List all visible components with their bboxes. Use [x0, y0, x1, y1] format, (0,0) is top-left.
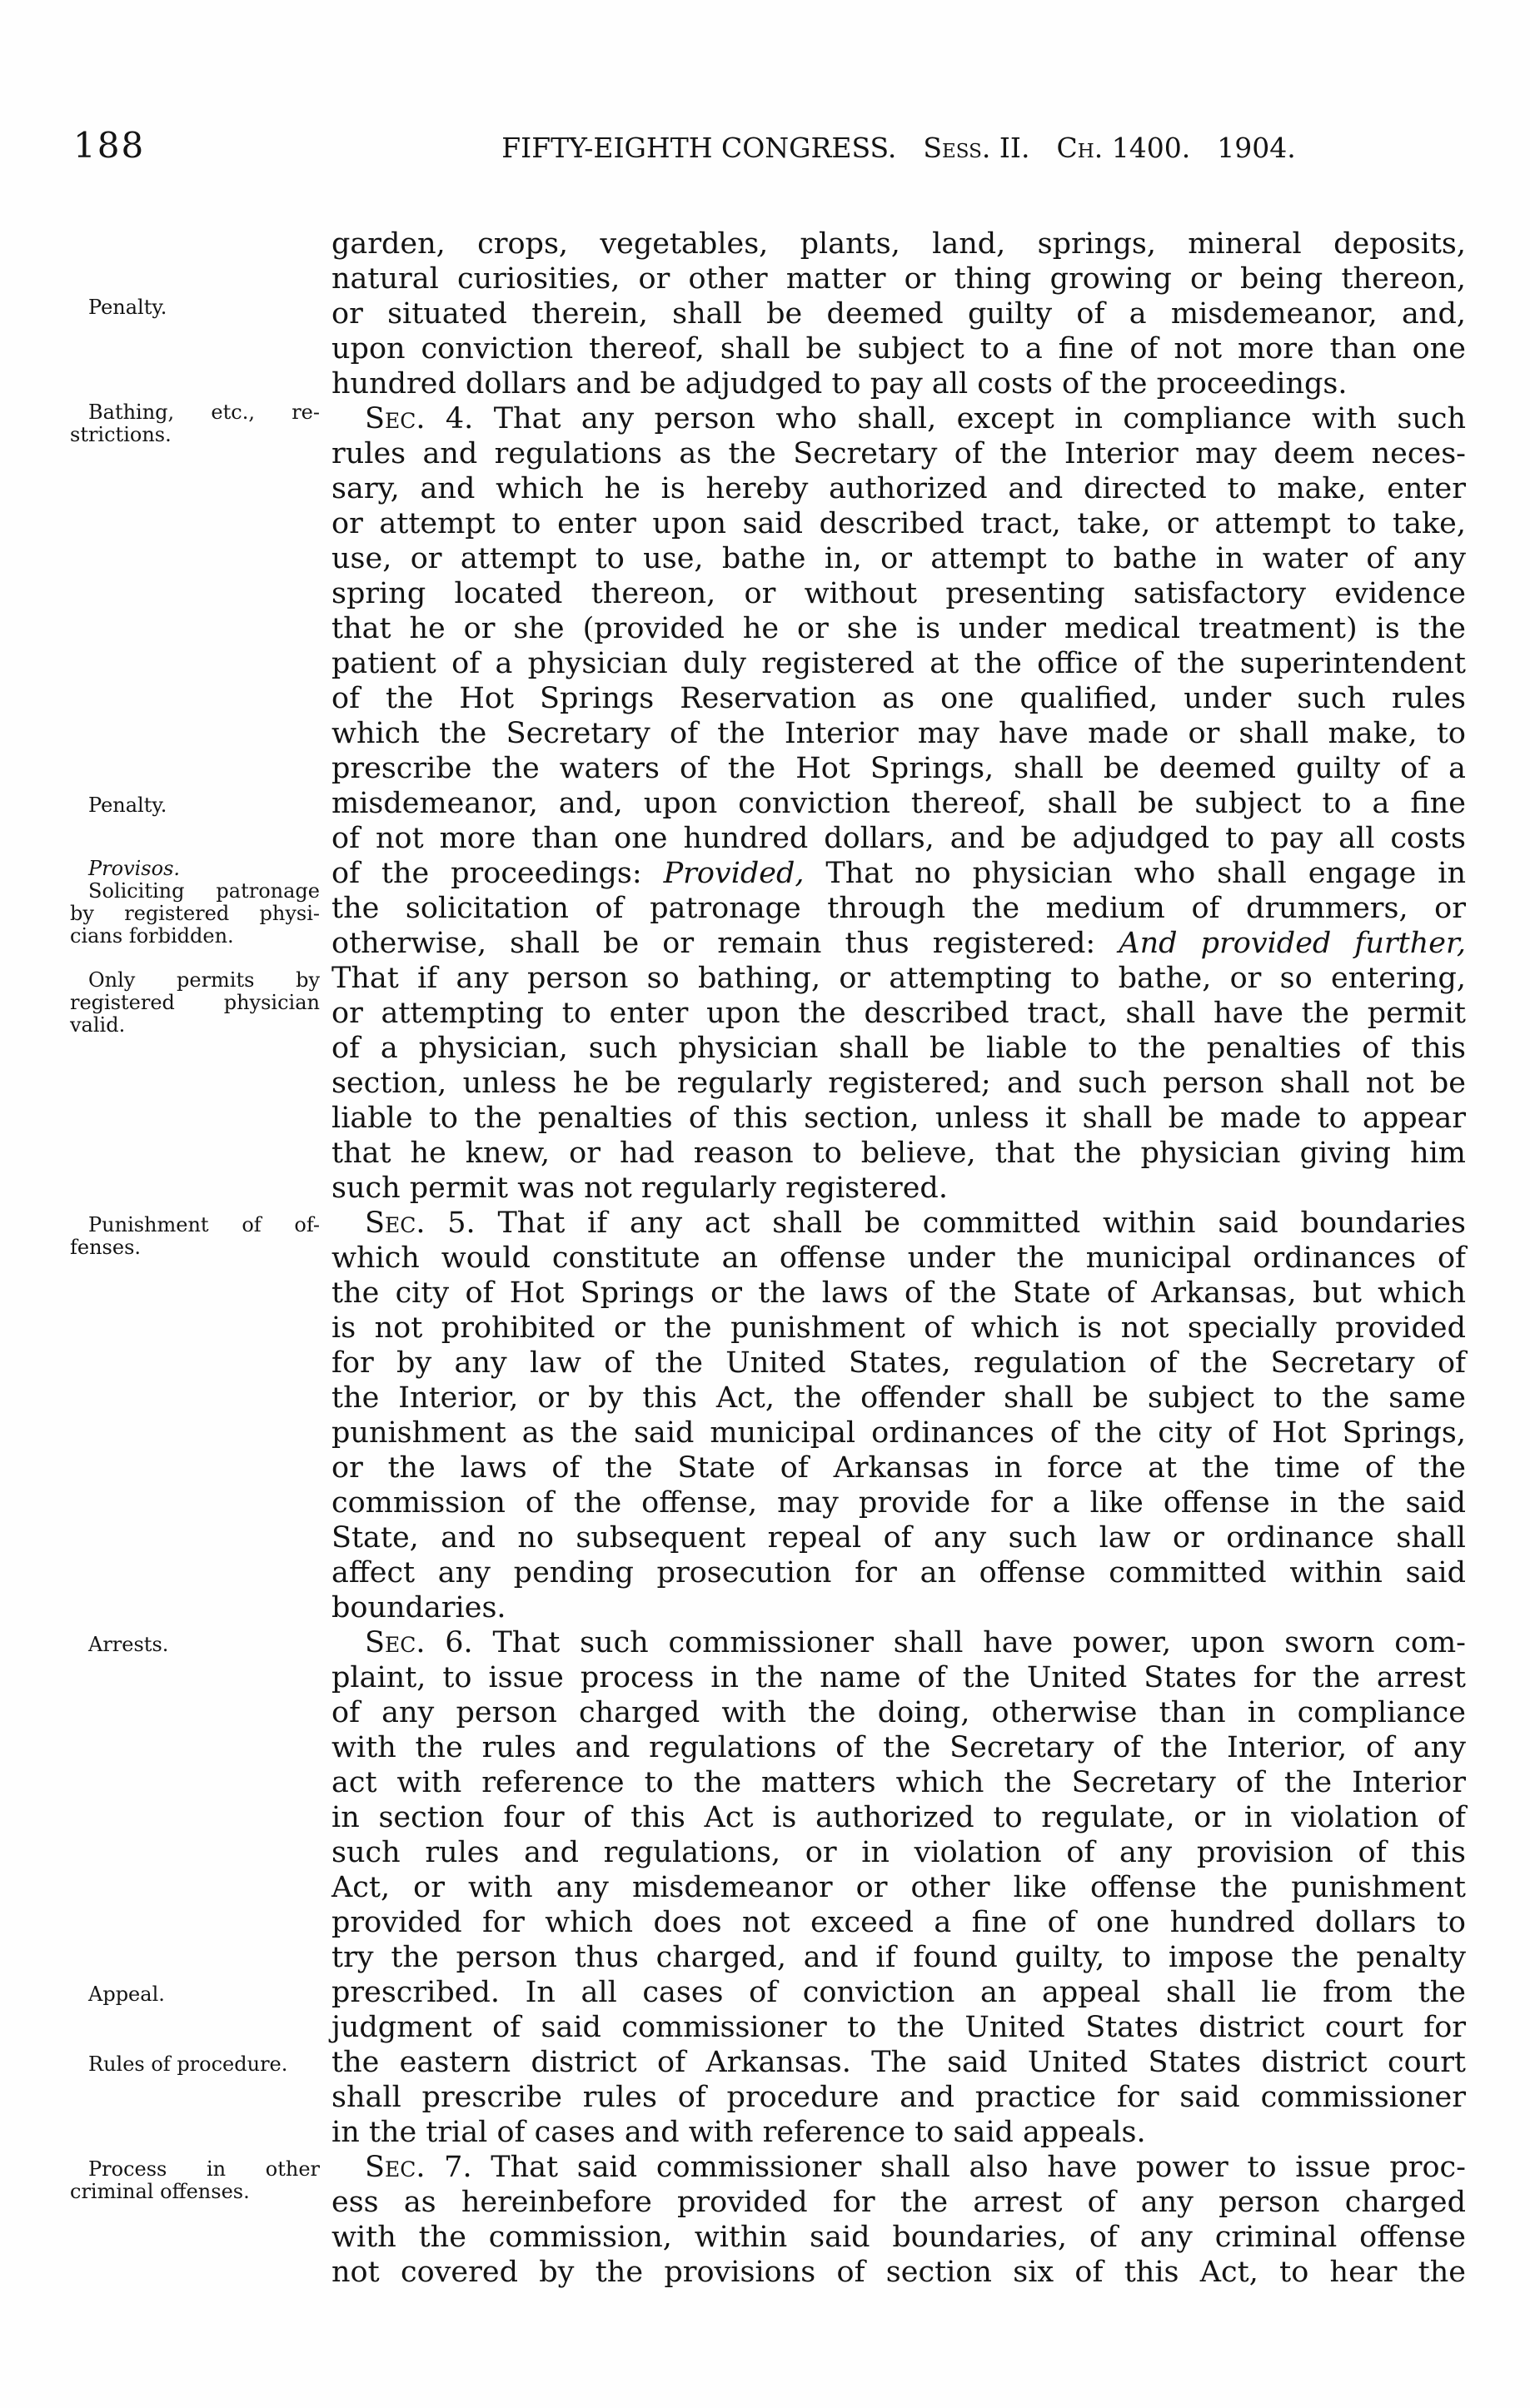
margin-note [70, 1983, 320, 2006]
margin-note-line: criminal offenses. [70, 2180, 250, 2203]
text-segment: . 5. That if any act shall be committed within said boundaries [416, 1206, 1466, 1240]
margin-note-line: valid. [70, 1013, 126, 1037]
text-segment: such rules and regulations, or in violation of any provision of this [331, 1836, 1466, 1869]
text-segment: Sec [365, 1626, 416, 1659]
body-line [331, 1101, 1466, 1136]
text-segment: plaint, to issue process in the name of the United States for the arrest [331, 1661, 1466, 1694]
header-segment: Sess. II. [923, 132, 1030, 164]
text-segment: provided for which does not exceed a fine of one hundred dollars to [331, 1906, 1466, 1939]
text-segment: Act, or with any misdemeanor or other like offense the punishment [331, 1871, 1466, 1904]
text-segment: section, unless he be regularly registered; and such person shall not be [331, 1067, 1466, 1100]
text-segment: Sec [365, 1206, 416, 1240]
text-segment: rules and regulations as the Secretary of the Interior may deem neces- [331, 437, 1466, 470]
header-segment: Ch. 1400. [1056, 132, 1191, 164]
margin-note-line: cians forbidden. [70, 924, 234, 948]
text-segment: or situated therein, shall be deemed guilty of a misdemeanor, and, [331, 297, 1466, 331]
text-segment: or the laws of the State of Arkansas in force at the time of the [331, 1451, 1466, 1485]
margin-note [70, 969, 320, 1037]
margin-note [70, 1214, 320, 1259]
text-segment: which would constitute an offense under the municipal ordinances of [331, 1241, 1466, 1275]
body-line [331, 716, 1466, 751]
body-line [331, 576, 1466, 611]
body-line [331, 681, 1466, 716]
body-line [331, 1136, 1466, 1171]
text-segment: affect any pending prosecution for an offense committed within said [331, 1556, 1466, 1590]
text-segment: for by any law of the United States, regulation of the Secretary of [331, 1346, 1466, 1380]
text-segment: that he knew, or had reason to believe, that the physician giving him [331, 1137, 1466, 1170]
text-segment: that he or she (provided he or she is under medical treatment) is the [331, 612, 1466, 645]
text-segment: And provided further, [1119, 927, 1466, 960]
body-line [331, 1730, 1466, 1765]
text-segment: such permit was not regularly registered. [331, 1172, 948, 1205]
body-line [331, 2080, 1466, 2115]
body-line [331, 296, 1466, 331]
margin-note-line: Provisos. [88, 857, 181, 880]
body-line [331, 2220, 1466, 2255]
text-segment: prescribe the waters of the Hot Springs, shall be deemed guilty of a [331, 752, 1466, 785]
body-line [331, 821, 1466, 856]
body-line [331, 366, 1466, 401]
text-segment: spring located thereon, or without presenting satisfactory evidence [331, 577, 1466, 610]
margin-note [70, 401, 320, 446]
text-segment: garden, crops, vegetables, plants, land, springs, mineral deposits, [331, 227, 1466, 261]
text-segment: liable to the penalties of this section, unless it shall be made to appear [331, 1102, 1466, 1135]
text-segment: in the trial of cases and with reference to said appeals. [331, 2116, 1146, 2149]
body-column [331, 226, 1466, 2290]
body-line [331, 856, 1466, 891]
text-segment: or attempting to enter upon the described tract, shall have the permit [331, 997, 1466, 1030]
text-segment: of any person charged with the doing, otherwise than in compliance [331, 1696, 1466, 1729]
header-segment: 1904. [1217, 132, 1296, 164]
body-line [331, 261, 1466, 296]
body-line [331, 1381, 1466, 1415]
text-segment: boundaries. [331, 1591, 506, 1624]
margin-note-line: Bathing, etc., re- [88, 401, 320, 424]
margin-note-line: fenses. [70, 1236, 142, 1259]
text-segment: use, or attempt to use, bathe in, or attempt to bathe in water of any [331, 542, 1466, 575]
body-line [331, 506, 1466, 541]
body-line [331, 1241, 1466, 1276]
margin-note-line: Punishment of of- [88, 1213, 320, 1236]
text-segment: the Interior, or by this Act, the offender shall be subject to the same [331, 1381, 1466, 1415]
body-line [331, 1450, 1466, 1485]
body-line [331, 1590, 1466, 1625]
text-segment: That no physician who shall engage in [804, 857, 1466, 890]
margin-note-line: by registered physi- [70, 902, 320, 925]
text-segment: not covered by the provisions of section six of this Act, to hear the [331, 2256, 1466, 2289]
body-line [331, 2185, 1466, 2220]
text-segment: try the person thus charged, and if found guilty, to impose the penalty [331, 1941, 1466, 1974]
text-segment: . 4. That any person who shall, except in compliance with such [416, 402, 1466, 435]
body-line [331, 996, 1466, 1031]
body-line [331, 1870, 1466, 1905]
body-line [331, 2045, 1466, 2080]
text-segment: sary, and which he is hereby authorized and directed to make, enter [331, 472, 1466, 505]
margin-note-line: Penalty. [88, 794, 167, 817]
margin-note-line: Soliciting patronage [88, 879, 320, 903]
text-segment: the city of Hot Springs or the laws of the State of Arkansas, but which [331, 1276, 1466, 1310]
body-line [331, 1031, 1466, 1066]
body-line [331, 1835, 1466, 1870]
body-line [331, 1171, 1466, 1206]
margin-note [70, 2158, 320, 2203]
body-line [331, 751, 1466, 786]
body-line [331, 541, 1466, 576]
body-line [331, 961, 1466, 996]
body-line [331, 786, 1466, 821]
body-line [331, 1276, 1466, 1311]
body-line [331, 2115, 1466, 2150]
body-line [331, 2010, 1466, 2045]
body-line [331, 1206, 1466, 1241]
margin-note [70, 1634, 320, 1656]
body-line [331, 1625, 1466, 1660]
text-segment: the solicitation of patronage through the medium of drummers, or [331, 892, 1466, 925]
text-segment: judgment of said commissioner to the United States district court for [331, 2011, 1466, 2044]
body-line [331, 1415, 1466, 1450]
text-segment: act with reference to the matters which the Secretary of the Interior [331, 1766, 1466, 1799]
text-segment: upon conviction thereof, shall be subject to a fine of not more than one [331, 332, 1466, 366]
text-segment: Sec [365, 2151, 416, 2184]
text-segment: with the rules and regulations of the Secretary of the Interior, of any [331, 1731, 1466, 1764]
text-segment: ess as hereinbefore provided for the arrest of any person charged [331, 2186, 1466, 2219]
body-line [331, 1765, 1466, 1800]
text-segment: patient of a physician duly registered at the office of the superintendent [331, 647, 1466, 680]
body-line [331, 646, 1466, 681]
margin-note-line: Appeal. [88, 1983, 165, 2006]
body-line [331, 1520, 1466, 1555]
text-segment: . 7. That said commissioner shall also have power to issue proc- [416, 2151, 1466, 2184]
margin-note-line: Only permits by [88, 968, 320, 992]
text-segment: natural curiosities, or other matter or thing growing or being thereon, [331, 262, 1466, 296]
text-segment: otherwise, shall be or remain thus registered: [331, 927, 1119, 960]
text-segment: commission of the offense, may provide for a like offense in the said [331, 1486, 1466, 1520]
margin-note [70, 794, 320, 817]
page-header [331, 132, 1466, 164]
text-segment: punishment as the said municipal ordinances of the city of Hot Springs, [331, 1416, 1466, 1450]
text-segment: State, and no subsequent repeal of any such law or ordinance shall [331, 1521, 1466, 1555]
text-segment: of a physician, such physician shall be liable to the penalties of this [331, 1032, 1466, 1065]
text-segment: . 6. That such commissioner shall have power, upon sworn com- [416, 1626, 1466, 1659]
margin-note [70, 858, 320, 948]
margin-note-line: Process in other [88, 2157, 320, 2181]
body-line [331, 471, 1466, 506]
text-segment: hundred dollars and be adjudged to pay all costs of the proceedings. [331, 367, 1348, 401]
text-segment: which the Secretary of the Interior may have made or shall make, to [331, 717, 1466, 750]
text-segment: with the commission, within said boundaries, of any criminal offense [331, 2221, 1466, 2254]
margin-note [70, 2053, 320, 2076]
body-line [331, 1905, 1466, 1940]
page-number: 188 [73, 125, 146, 166]
body-line [331, 436, 1466, 471]
header-segment: FIFTY-EIGHTH CONGRESS. [501, 132, 897, 164]
body-line [331, 1800, 1466, 1835]
text-segment: shall prescribe rules of procedure and practice for said commissioner [331, 2081, 1466, 2114]
text-segment: prescribed. In all cases of conviction an appeal shall lie from the [331, 1976, 1466, 2009]
margin-note [70, 296, 320, 319]
text-segment: Provided, [663, 857, 805, 890]
margin-note-line: Penalty. [88, 296, 167, 319]
margin-note-line: Arrests. [88, 1633, 169, 1656]
text-segment: in section four of this Act is authorized to regulate, or in violation of [331, 1801, 1466, 1834]
body-line [331, 1940, 1466, 1975]
body-line [331, 926, 1466, 961]
body-line [331, 331, 1466, 366]
margin-column [70, 0, 320, 2408]
body-line [331, 1975, 1466, 2010]
body-line [331, 611, 1466, 646]
text-segment: That if any person so bathing, or attempting to bathe, or so entering, [331, 962, 1466, 995]
text-segment: the eastern district of Arkansas. The said United States district court [331, 2046, 1466, 2079]
body-line [331, 1066, 1466, 1101]
body-line [331, 1311, 1466, 1346]
body-line [331, 1555, 1466, 1590]
margin-note-line: Rules of procedure. [88, 2052, 288, 2076]
margin-note-line: strictions. [70, 423, 172, 446]
body-line [331, 1695, 1466, 1730]
text-segment: of the proceedings: [331, 857, 664, 890]
text-segment: Sec [365, 402, 416, 435]
body-line [331, 1660, 1466, 1695]
body-line [331, 1485, 1466, 1520]
text-segment: is not prohibited or the punishment of which is not specially provided [331, 1311, 1466, 1345]
text-segment: or attempt to enter upon said described tract, take, or attempt to take, [331, 507, 1466, 540]
body-line [331, 2150, 1466, 2185]
body-line [331, 2255, 1466, 2290]
body-line [331, 226, 1466, 261]
text-segment: misdemeanor, and, upon conviction thereof, shall be subject to a fine [331, 787, 1466, 820]
margin-note-line: registered physician [70, 991, 320, 1014]
body-line [331, 1346, 1466, 1381]
body-line [331, 891, 1466, 926]
text-segment: of the Hot Springs Reservation as one qualified, under such rules [331, 682, 1466, 715]
body-line [331, 401, 1466, 436]
text-segment: of not more than one hundred dollars, and be adjudged to pay all costs [331, 822, 1466, 855]
